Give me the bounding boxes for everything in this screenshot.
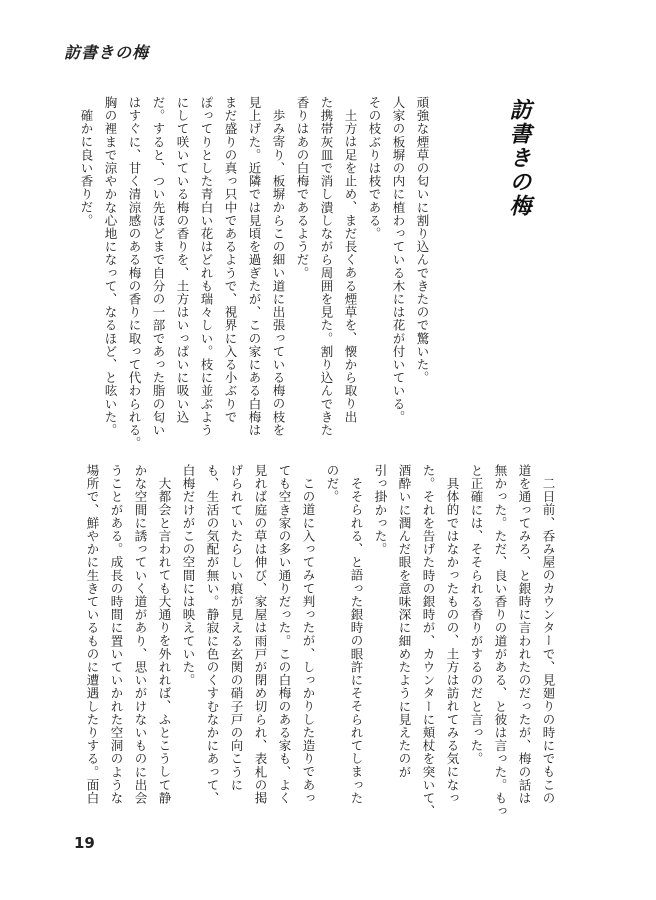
text-line: はすぐに、甘く清涼感のある梅の香りに取って代わられる。	[127, 96, 142, 450]
text-line: だ。すると、つい先ほどまで自分の一部であった脂の匂い	[151, 96, 166, 437]
text-line: この道に入ってみて判ったが、しっかりした造りであっ	[301, 476, 316, 804]
text-line: 引っ掛かった。	[373, 464, 388, 556]
text-line: ぽってりとした青白い花はどれも瑞々しい。枝に並ぶよう	[199, 96, 214, 437]
text-line: その枝ぶりは枝である。	[367, 96, 382, 241]
text-line: 胸の裡まで涼やかな心地になって、なるほど、と呟いた。	[103, 96, 118, 437]
text-line: 白梅だけがこの空間には映えていた。	[181, 464, 196, 687]
chapter-title: 訪書きの梅	[506, 98, 532, 218]
text-line: た。それを告げた時の銀時が、カウンターに頬杖を突いて、	[421, 464, 436, 818]
text-line: ても空き家の多い通りだった。この白梅のある家も、よく	[277, 464, 292, 805]
text-line: 確かに良い香りだ。	[79, 108, 94, 227]
text-line: そそられる、と語った銀時の眼許にそそられてしまった	[349, 476, 364, 804]
text-line: も、生活の気配が無い。静寂に色のくすむなかにあって、	[205, 464, 220, 805]
running-head: 訪書きの梅	[64, 43, 150, 62]
text-line: と正確には、そそられる香りがするのだと言った。	[469, 464, 484, 766]
text-line: うことがある。成長の時間に置いていかれた空洞のような	[109, 464, 124, 805]
text-line: 無かった。ただ、良い香りの道がある、と彼は言った。もっ	[493, 464, 508, 818]
text-line: まだ盛りの真っ只中であるようで、視界に入る小ぶりで	[223, 96, 238, 424]
text-line: 頑強な煙草の匂いに割り込んできたので驚いた。	[415, 96, 430, 385]
text-line: た携帯灰皿で消し潰しながら周囲を見た。割り込んできた	[319, 96, 334, 437]
text-line: 大都会と言われても大通りを外れれば、ふとこうして静	[157, 476, 172, 804]
text-line: 歩み寄り、板塀からこの細い道に出張っている梅の枝を	[271, 108, 286, 436]
text-line: 土方は足を止め、まだ長くある煙草を、懐から取り出	[343, 108, 358, 423]
text-line: 道を通ってみろ、と銀時に言われたのだったが、梅の話は	[517, 464, 532, 805]
text-line: かな空間に誘っていく道があり、思いがけないものに出会	[133, 464, 148, 805]
lower-text-block	[80, 464, 560, 844]
text-line: 香りはあの白梅であるようだ。	[295, 96, 310, 280]
text-line: 見れば庭の草は伸び、家屋は雨戸が閉め切られ、表札の掲	[253, 464, 268, 805]
text-line: 見上げた。近隣では見頃を過ぎたが、この家にある白梅は	[247, 96, 262, 437]
text-line: のだ。	[325, 464, 340, 504]
text-line: 具体的ではなかったものの、土方は訪れてみる気になっ	[445, 476, 460, 804]
text-line: げられていたらしい痕が見える玄関の硝子戸の向こうに	[229, 464, 244, 792]
upper-text-block	[74, 96, 434, 476]
text-line: 場所で、鮮やかに生きているものに遭遇したりする。面白	[85, 464, 100, 805]
text-line: にして咲いている梅の香りを、土方はいっぱいに吸い込	[175, 96, 190, 424]
text-line: 二日前、呑み屋のカウンターで、見廻りの時にでもこの	[541, 476, 556, 804]
text-line: 酒酔いに潤んだ眼を意味深に細めたように見えたのが	[397, 464, 412, 779]
text-line: 人家の板塀の内に植わっている木には花が付いている。	[391, 96, 406, 424]
page-number: 19	[74, 834, 95, 852]
